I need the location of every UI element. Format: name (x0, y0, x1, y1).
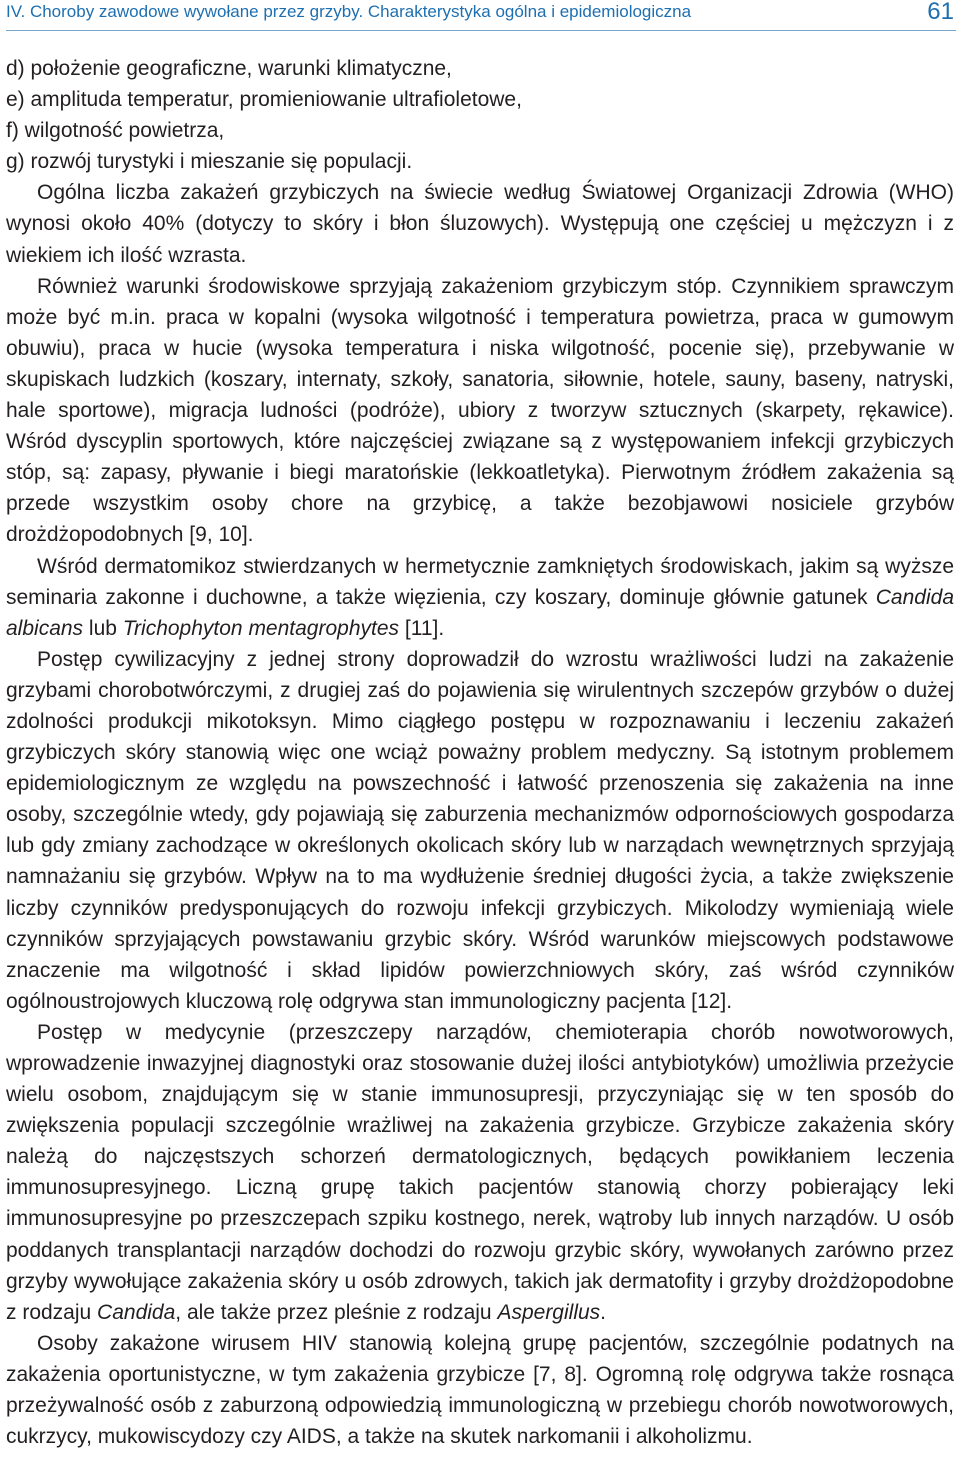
paragraph-text: lub (83, 616, 123, 640)
genus-name: Aspergillus (497, 1300, 601, 1324)
paragraph-text: . (600, 1300, 607, 1324)
paragraph-medical-progress (6, 1017, 954, 1328)
list-item-e: e) amplituda temperatur, promieniowanie ultrafioletowe, (6, 88, 522, 112)
paragraph-text: , ale także przez pleśnie z rodzaju (175, 1300, 498, 1324)
list-item-f: f) wilgotność powietrza, (6, 119, 225, 143)
paragraph-closed-environments (6, 551, 954, 644)
page-number: 61 (927, 0, 954, 25)
paragraph-text: Postęp w medycynie (przeszczepy narządów, chemioterapia chorób nowotworowych, wprowadzenie inwazyjnej diagnostyki oraz stosowanie dużej ilości antybiotyków) umożliwia przeżycie wielu osobom, znajdującym się w stanie immunosupresji, przyczyniając się w ten sposób do zwiększenia populacji szczególnie wrażliwej na zakażenia grzybicze. Grzybicze zakażenia skóry należą do najczęstszych schorzeń dermatologicznych, będących powikłaniem leczenia immunosupresyjnego. Liczną grupę takich pacjentów stanowią chorzy pobierający leki immunosupresyjne po przeszczepach szpiku kostnego, nerek, wątroby lub innych narządów. U osób poddanych transplantacji narządów dochodzi do rozwoju grzybic skóry, wywołanych zarówno przez grzyby wywołujące zakażenia skóry u osób zdrowych, takich jak dermatofity i grzyby drożdżopodobne z rodzaju (6, 1020, 954, 1324)
paragraph-text: Wśród dermatomikoz stwierdzanych w hermetycznie zamkniętych środowiskach, jakim są wyższe seminaria zakonne i duchowne, a także więzienia, czy koszary, dominuje głównie gatunek (6, 554, 954, 609)
species-name: Trichophyton mentagrophytes (122, 616, 400, 640)
paragraph-hiv-patients: Osoby zakażone wirusem HIV stanowią kolejną grupę pacjentów, szczególnie podatnych na zakażenia oportunistyczne, w tym zakażenia grzybicze [7, 8]. Ogromną rolę odgrywa także rosnąca przeżywalność osób z zaburzoną odpowiedzią immunologiczną w przebiegu chorób nowotworowych, cukrzycy, mukowiscydozy czy AIDS, a także na skutek narkomanii i alkoholizmu. (6, 1331, 954, 1449)
paragraph-environmental-factors: Również warunki środowiskowe sprzyjają zakażeniom grzybiczym stóp. Czynnikiem sprawczym może być m.in. praca w kopalni (wysoka wilgotność i temperatura powietrza, praca w gumowym obuwiu), praca w hucie (wysoka temperatura i niska wilgotność, pocenie się), przebywanie w skupiskach ludzkich (koszary, internaty, szkoły, sanatoria, siłownie, hotele, sauny, baseny, natryski, hale sportowe), migracja ludności (podróże), ubiory z tworzyw sztucznych (skarpety, rękawice). Wśród dyscyplin sportowych, które najczęściej związane są z występowaniem infekcji grzybiczych stóp, są: zapasy, pływanie i biegi maratońskie (lekkoatletyka). Pierwotnym źródłem zakażenia są przede wszystkim osoby chore na grzybicę, a także bezobjawowi nosiciele grzybów drożdżopodobnych [9, 10]. (6, 274, 954, 547)
section-title: IV. Choroby zawodowe wywołane przez grzyby. Charakterystyka ogólna i epidemiologiczna (6, 2, 692, 21)
list-item-d: d) położenie geograficzne, warunki klimatyczne, (6, 57, 452, 80)
paragraph-civilization-progress: Postęp cywilizacyjny z jednej strony doprowadził do wzrostu wrażliwości ludzi na zakażenie grzybami chorobotwórczymi, z drugiej zaś do pojawienia się wirulentnych szczepów grzybów o dużej zdolności produkcji mikotoksyn. Mimo ciągłego postępu w rozpoznawaniu i leczeniu zakażeń grzybiczych skóry stanowią więc one wciąż poważny problem medyczny. Są istotnym problemem epidemiologicznym ze względu na powszechność i łatwość przenoszenia się zakażenia na inne osoby, szczególnie wtedy, gdy pojawiają się zaburzenia mechanizmów odpornościowych gospodarza lub gdy zmiany zachodzące w określonych okolicach skóry lub w narządach wewnętrznych sprzyjają namnażaniu się grzybów. Wpływ na to ma wydłużenie średniej długości życia, a także zwiększenie liczby czynników predysponujących do rozwoju infekcji grzybiczych. Mikolodzy wymieniają wiele czynników sprzyjających powstawaniu grzybic skóry. Wśród warunków miejscowych podstawowe znaczenie ma wilgotność i skład lipidów powierzchniowych skóry, zaś wśród czynników ogólnoustrojowych kluczową rolę odgrywa stan immunologiczny pacjenta [12]. (6, 647, 954, 1013)
body-text (6, 53, 954, 1452)
paragraph-text: [11]. (399, 616, 445, 640)
genus-name: Candida (97, 1300, 176, 1324)
running-header (6, 0, 956, 31)
species-name: Candida albicans (6, 585, 954, 640)
paragraph-who-statistics: Ogólna liczba zakażeń grzybiczych na świecie według Światowej Organizacji Zdrowia (WHO) wynosi około 40% (dotyczy to skóry i błon śluzowych). Występują one częściej u mężczyzn i z wiekiem ich ilość wzrasta. (6, 181, 954, 267)
list-item-g: g) rozwój turystyki i mieszanie się populacji. (6, 150, 413, 174)
